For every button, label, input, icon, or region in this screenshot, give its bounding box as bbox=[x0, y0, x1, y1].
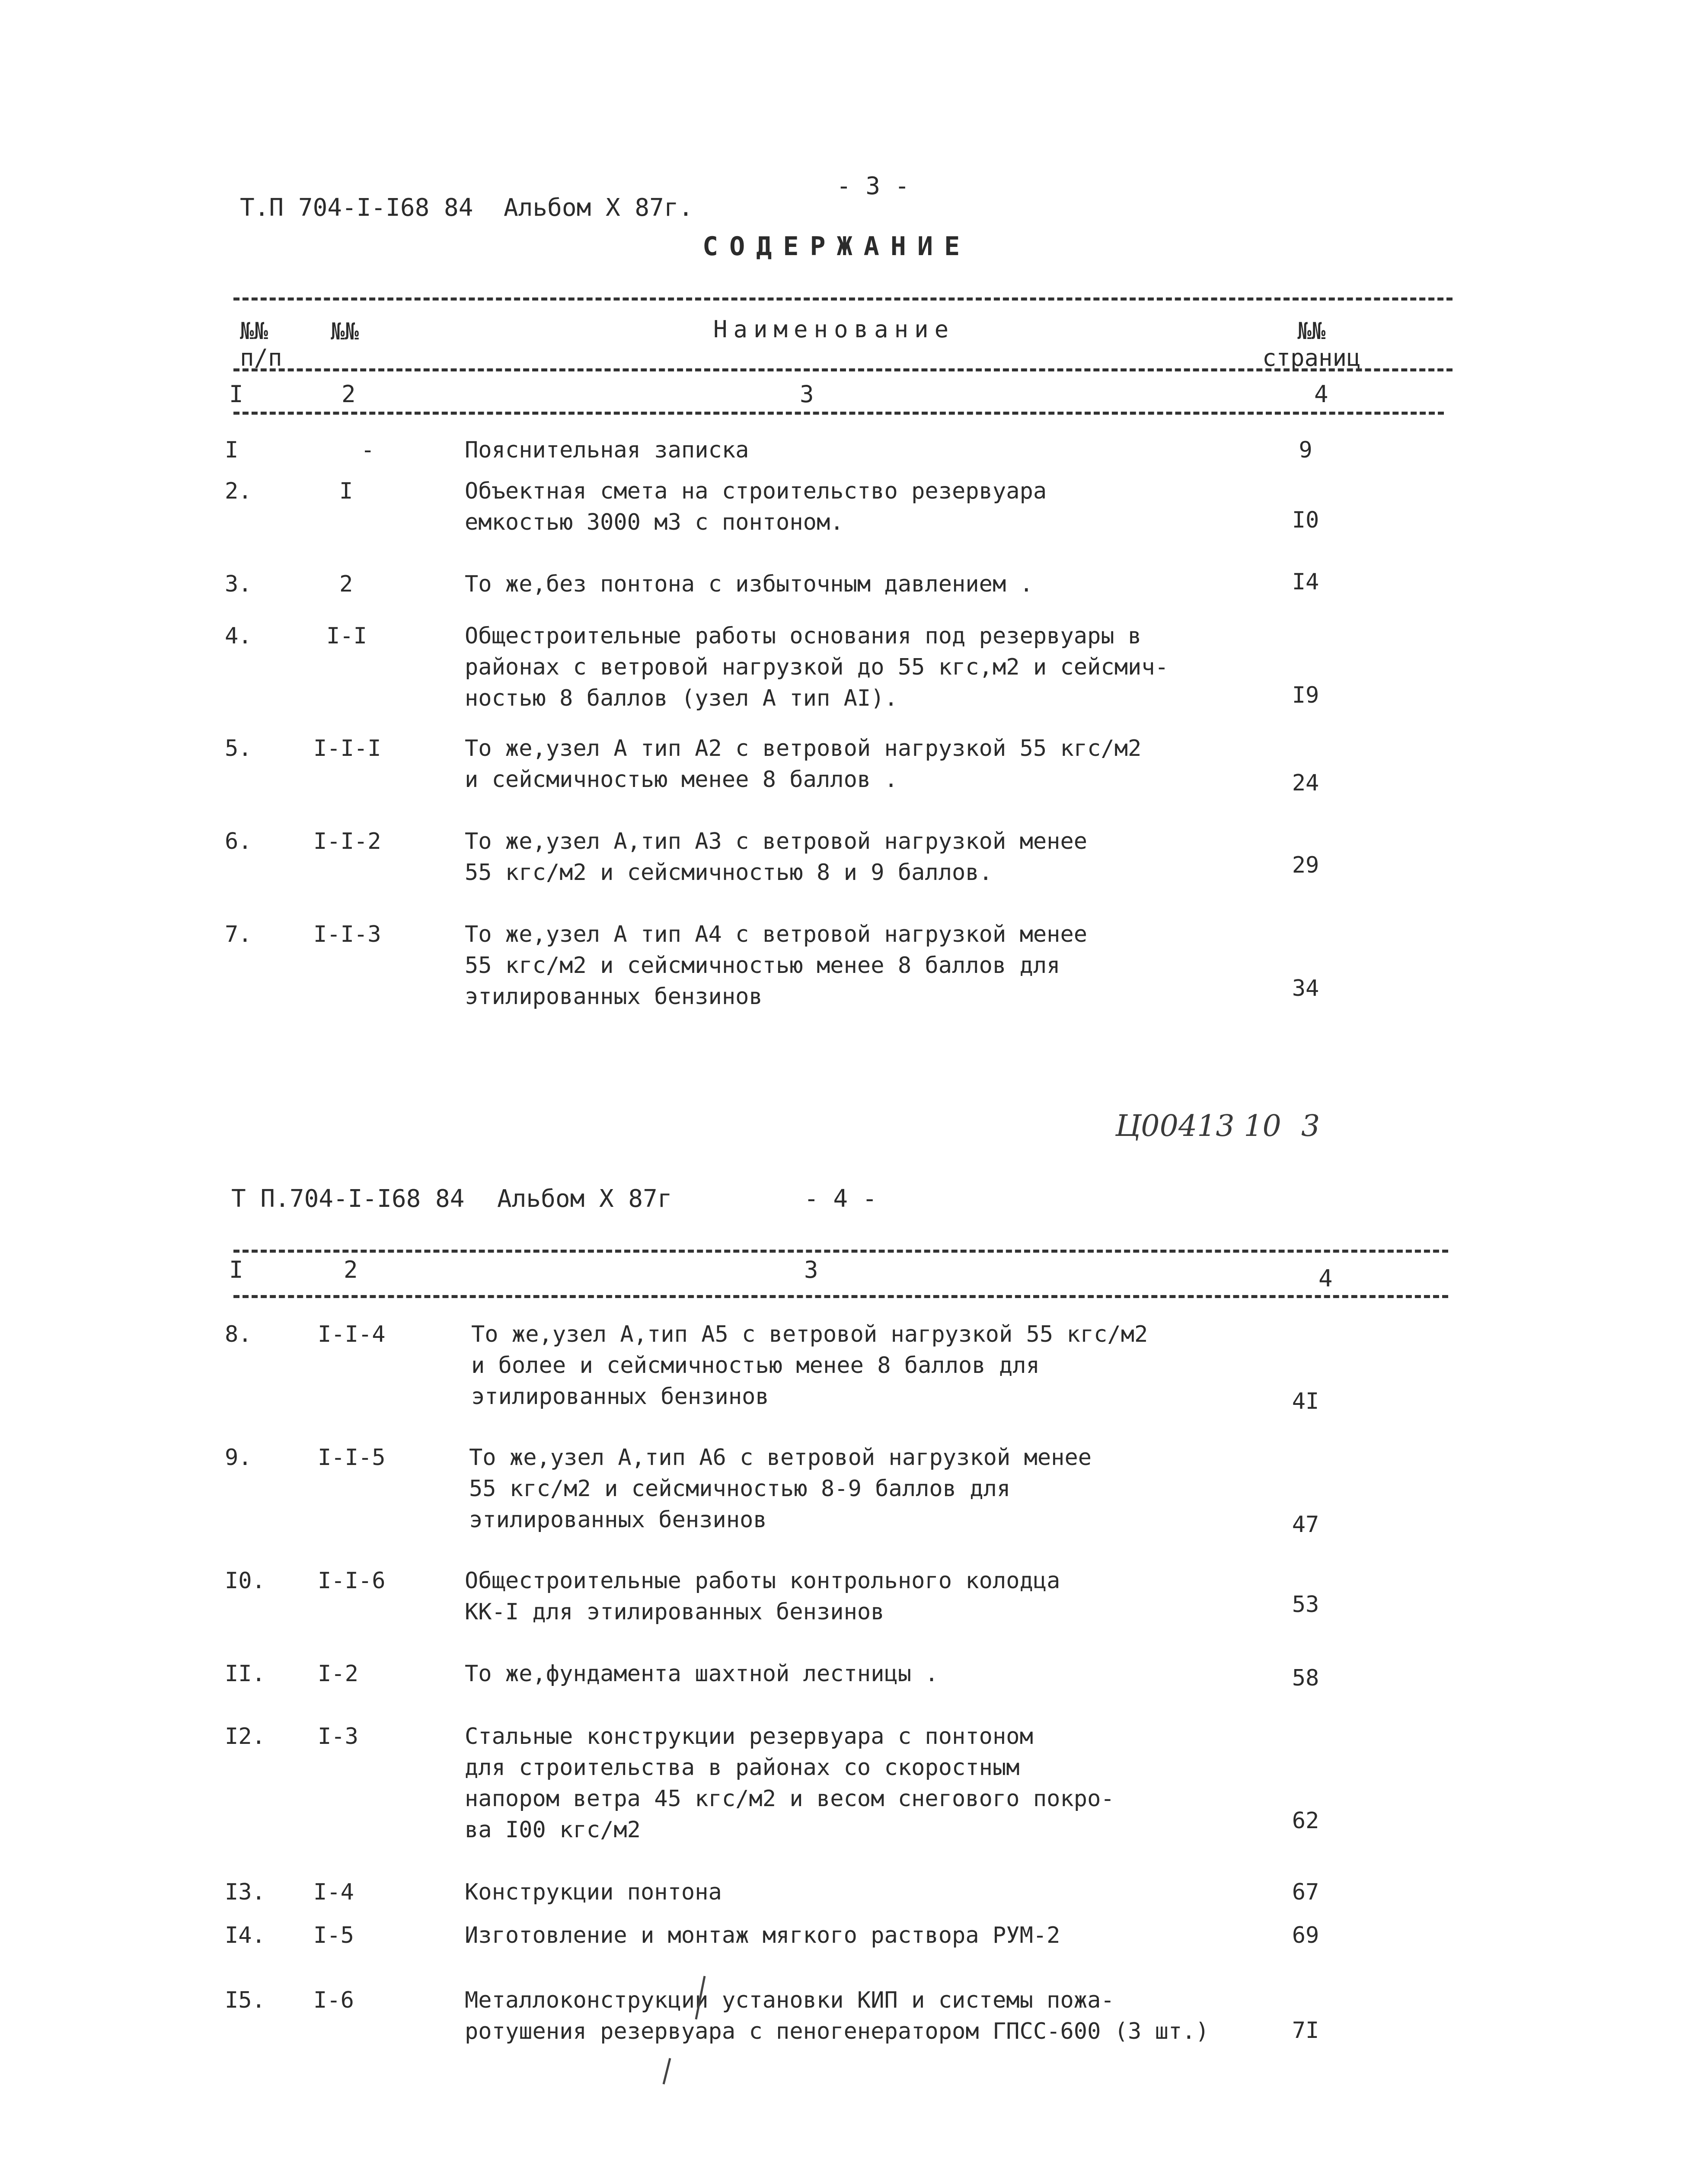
divider bbox=[233, 1295, 1448, 1298]
page3-doc-code: Т.П 704-I-I68 84 bbox=[240, 194, 473, 222]
col-header-code: №№ bbox=[331, 318, 359, 345]
row-code: I-4 bbox=[313, 1879, 354, 1905]
row-number: 9. bbox=[225, 1445, 252, 1471]
page4-album: Альбом X 87г bbox=[497, 1185, 672, 1213]
row-title: То же,узел А тип А4 с ветровой нагрузкой менее 55 кгс/м2 и сейсмичностью менее 8 баллов для этилированных бензинов bbox=[465, 921, 1088, 1010]
divider bbox=[233, 412, 1444, 415]
page3-title: СОДЕРЖАНИЕ bbox=[702, 231, 971, 262]
row-page: 67 bbox=[1292, 1879, 1319, 1905]
row-number: I3. bbox=[225, 1879, 265, 1905]
row-number: 3. bbox=[225, 571, 252, 597]
row-title: Общестроительные работы основания под резервуары в районах с ветровой нагрузкой до 55 кгс,м2 и сейсмич- ностью 8 баллов (узел А тип АI). bbox=[465, 623, 1168, 711]
row-code: 2 bbox=[339, 571, 353, 597]
col-number: I bbox=[229, 1256, 243, 1283]
row-code: I-I-4 bbox=[318, 1321, 386, 1347]
row-page: 4I bbox=[1292, 1388, 1319, 1414]
row-code: I-I-6 bbox=[318, 1568, 386, 1594]
row-number: 4. bbox=[225, 623, 252, 649]
row-number: I5. bbox=[225, 1987, 265, 2013]
row-code: I-I-5 bbox=[318, 1445, 386, 1471]
row-code: - bbox=[361, 437, 375, 463]
row-page: 58 bbox=[1292, 1665, 1319, 1691]
row-page: 29 bbox=[1292, 852, 1319, 878]
col-header-num: №№ п/п bbox=[240, 317, 282, 371]
row-number: I4. bbox=[225, 1922, 265, 1948]
row-page: 24 bbox=[1292, 770, 1319, 796]
row-title: То же,фундамента шахтной лестницы . bbox=[465, 1661, 939, 1687]
row-title: То же,узел А,тип А6 с ветровой нагрузкой менее 55 кгс/м2 и сейсмичностью 8-9 баллов для этилированных бензинов bbox=[469, 1445, 1092, 1533]
col-number: 3 bbox=[804, 1256, 818, 1283]
page4-doc-code: Т П.704-I-I68 84 bbox=[231, 1185, 465, 1213]
handwritten-page-number: 3 bbox=[1301, 1109, 1320, 1143]
row-code: I-I-3 bbox=[313, 921, 381, 947]
row-code: I-I bbox=[326, 623, 367, 649]
row-code: I-2 bbox=[318, 1661, 358, 1687]
row-code: I-6 bbox=[313, 1987, 354, 2013]
row-title: То же,без понтона с избыточным давлением . bbox=[465, 571, 1033, 597]
row-number: 6. bbox=[225, 828, 252, 854]
row-page: I0 bbox=[1292, 507, 1319, 533]
row-page: I4 bbox=[1292, 569, 1319, 595]
col-header-name: Наименование bbox=[713, 316, 955, 343]
row-number: I bbox=[225, 437, 239, 463]
row-title: То же,узел А,тип А5 с ветровой нагрузкой 55 кгс/м2 и более и сейсмичностью менее 8 баллов для этилированных бензинов bbox=[471, 1321, 1148, 1410]
handwritten-archive-number: Ц00413 10 bbox=[1115, 1109, 1281, 1143]
row-title: Металлоконструкции установки КИП и системы пожа- ротушения резервуара с пеногенератором ГПСС-600 (3 шт.) bbox=[465, 1987, 1209, 2044]
row-page: 9 bbox=[1299, 437, 1312, 463]
col-number: 2 bbox=[344, 1256, 358, 1283]
row-page: 62 bbox=[1292, 1808, 1319, 1834]
col-number: 3 bbox=[800, 381, 814, 408]
row-page: I9 bbox=[1292, 682, 1319, 708]
row-page: 7I bbox=[1292, 2018, 1319, 2044]
row-number: II. bbox=[225, 1661, 265, 1687]
row-code: I-3 bbox=[318, 1724, 358, 1749]
row-title: Изготовление и монтаж мягкого раствора РУМ-2 bbox=[465, 1922, 1060, 1948]
row-number: I2. bbox=[225, 1724, 265, 1749]
page3-page-number: - 3 - bbox=[836, 172, 910, 200]
row-number: 7. bbox=[225, 921, 252, 947]
row-title: Конструкции понтона bbox=[465, 1879, 722, 1905]
row-title: Общестроительные работы контрольного колодца КК-I для этилированных бензинов bbox=[465, 1568, 1060, 1625]
row-number: I0. bbox=[225, 1568, 265, 1594]
page4-page-number: - 4 - bbox=[804, 1185, 877, 1213]
page3-album: Альбом X 87г. bbox=[504, 194, 693, 222]
col-number: I bbox=[229, 381, 243, 408]
row-code: I-I-2 bbox=[313, 828, 381, 854]
row-title: То же,узел А,тип А3 с ветровой нагрузкой менее 55 кгс/м2 и сейсмичностью 8 и 9 баллов. bbox=[465, 828, 1088, 886]
col-number: 4 bbox=[1314, 381, 1328, 408]
row-page: 47 bbox=[1292, 1512, 1319, 1538]
row-number: 5. bbox=[225, 736, 252, 761]
row-title: Стальные конструкции резервуара с понтоном для строительства в районах со скоростным напором ветра 45 кгс/м2 и весом снегового покро- ва I00 кгс/м2 bbox=[465, 1724, 1114, 1843]
row-title: То же,узел А тип А2 с ветровой нагрузкой 55 кгс/м2 и сейсмичностью менее 8 баллов . bbox=[465, 736, 1142, 793]
row-page: 69 bbox=[1292, 1922, 1319, 1948]
row-title: Пояснительная записка bbox=[465, 437, 749, 463]
row-page: 53 bbox=[1292, 1592, 1319, 1618]
row-number: 2. bbox=[225, 478, 252, 504]
row-code: I-I-I bbox=[313, 736, 381, 761]
row-number: 8. bbox=[225, 1321, 252, 1347]
row-code: I bbox=[339, 478, 353, 504]
divider bbox=[233, 297, 1453, 301]
row-title: Объектная смета на строительство резервуара емкостью 3000 м3 с понтоном. bbox=[465, 478, 1047, 535]
col-header-pages: №№ страниц bbox=[1262, 317, 1361, 371]
pen-stroke-marks bbox=[657, 1972, 744, 2101]
divider bbox=[233, 368, 1453, 371]
col-number: 4 bbox=[1319, 1265, 1333, 1292]
col-number: 2 bbox=[342, 381, 356, 408]
divider bbox=[233, 1250, 1448, 1253]
row-page: 34 bbox=[1292, 975, 1319, 1001]
row-code: I-5 bbox=[313, 1922, 354, 1948]
